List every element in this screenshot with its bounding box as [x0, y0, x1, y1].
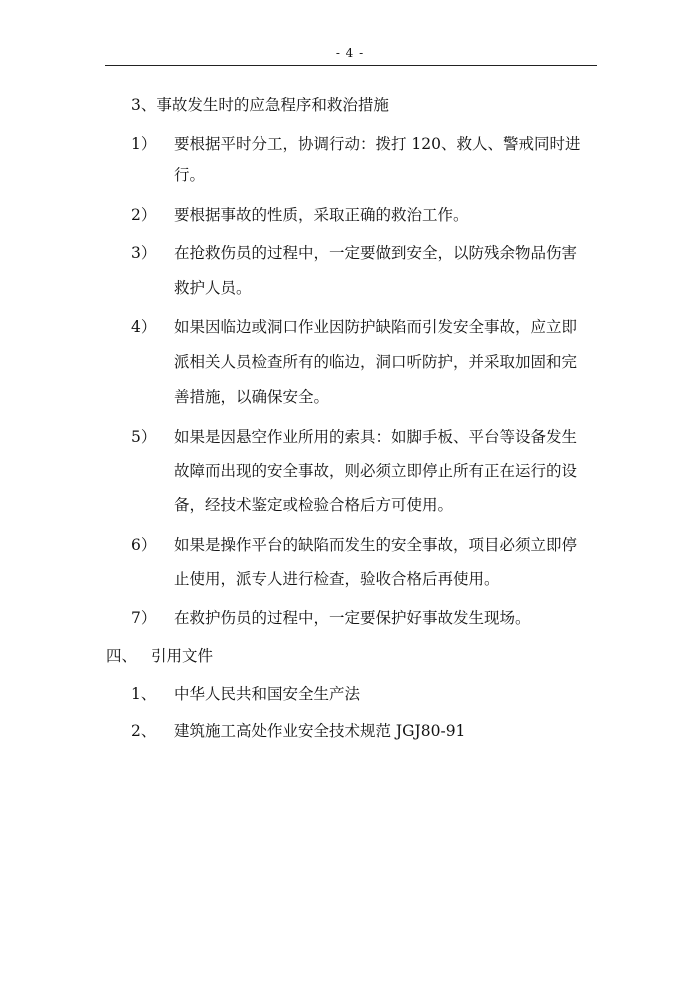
item-1-number: 1） — [131, 135, 157, 153]
item-6-number: 6） — [131, 536, 157, 554]
item-5-line-3: 备，经技术鉴定或检验合格后方可使用。 — [174, 496, 454, 514]
item-5-number: 5） — [131, 428, 157, 446]
item-6-line-2: 止使用，派专人进行检查，验收合格后再使用。 — [174, 570, 500, 588]
item-4-number: 4） — [131, 318, 157, 336]
item-3-line-2: 救护人员。 — [174, 279, 252, 297]
section-4-title: 引用文件 — [151, 647, 214, 665]
item-4-line-2: 派相关人员检查所有的临边，洞口听防护，并采取加固和完 — [174, 353, 578, 371]
item-4-line-3: 善措施，以确保安全。 — [174, 388, 330, 406]
reference-2-number: 2、 — [131, 722, 157, 740]
item-3-line-1: 在抢救伤员的过程中，一定要做到安全，以防残余物品伤害 — [174, 244, 578, 262]
item-5-line-2: 故障而出现的安全事故，则必须立即停止所有正在运行的设 — [174, 462, 578, 480]
item-7-line-1: 在救护伤员的过程中，一定要保护好事故发生现场。 — [174, 609, 531, 627]
item-3-number: 3） — [131, 244, 157, 262]
reference-1-number: 1、 — [131, 685, 157, 703]
item-2-line-1: 要根据事故的性质，采取正确的救治工作。 — [174, 206, 469, 224]
item-2-number: 2） — [131, 206, 157, 224]
page-number: - 4 - — [335, 46, 365, 60]
section-3-title: 3、事故发生时的应急程序和救治措施 — [131, 96, 389, 114]
item-1-line-1: 要根据平时分工，协调行动：拨打 120、救人、警戒同时进 — [174, 135, 581, 153]
item-6-line-1: 如果是操作平台的缺陷而发生的安全事故，项目必须立即停 — [174, 536, 578, 554]
item-4-line-1: 如果因临边或洞口作业因防护缺陷而引发安全事故，应立即 — [174, 318, 578, 336]
item-5-line-1: 如果是因悬空作业所用的索具：如脚手板、平台等设备发生 — [174, 428, 578, 446]
item-1-line-2: 行。 — [174, 166, 206, 184]
item-7-number: 7） — [131, 609, 157, 627]
reference-1-text: 中华人民共和国安全生产法 — [174, 685, 361, 703]
section-4-number: 四、 — [106, 647, 138, 665]
header-rule — [105, 65, 597, 66]
reference-2-text: 建筑施工高处作业安全技术规范 JGJ80-91 — [174, 722, 466, 740]
